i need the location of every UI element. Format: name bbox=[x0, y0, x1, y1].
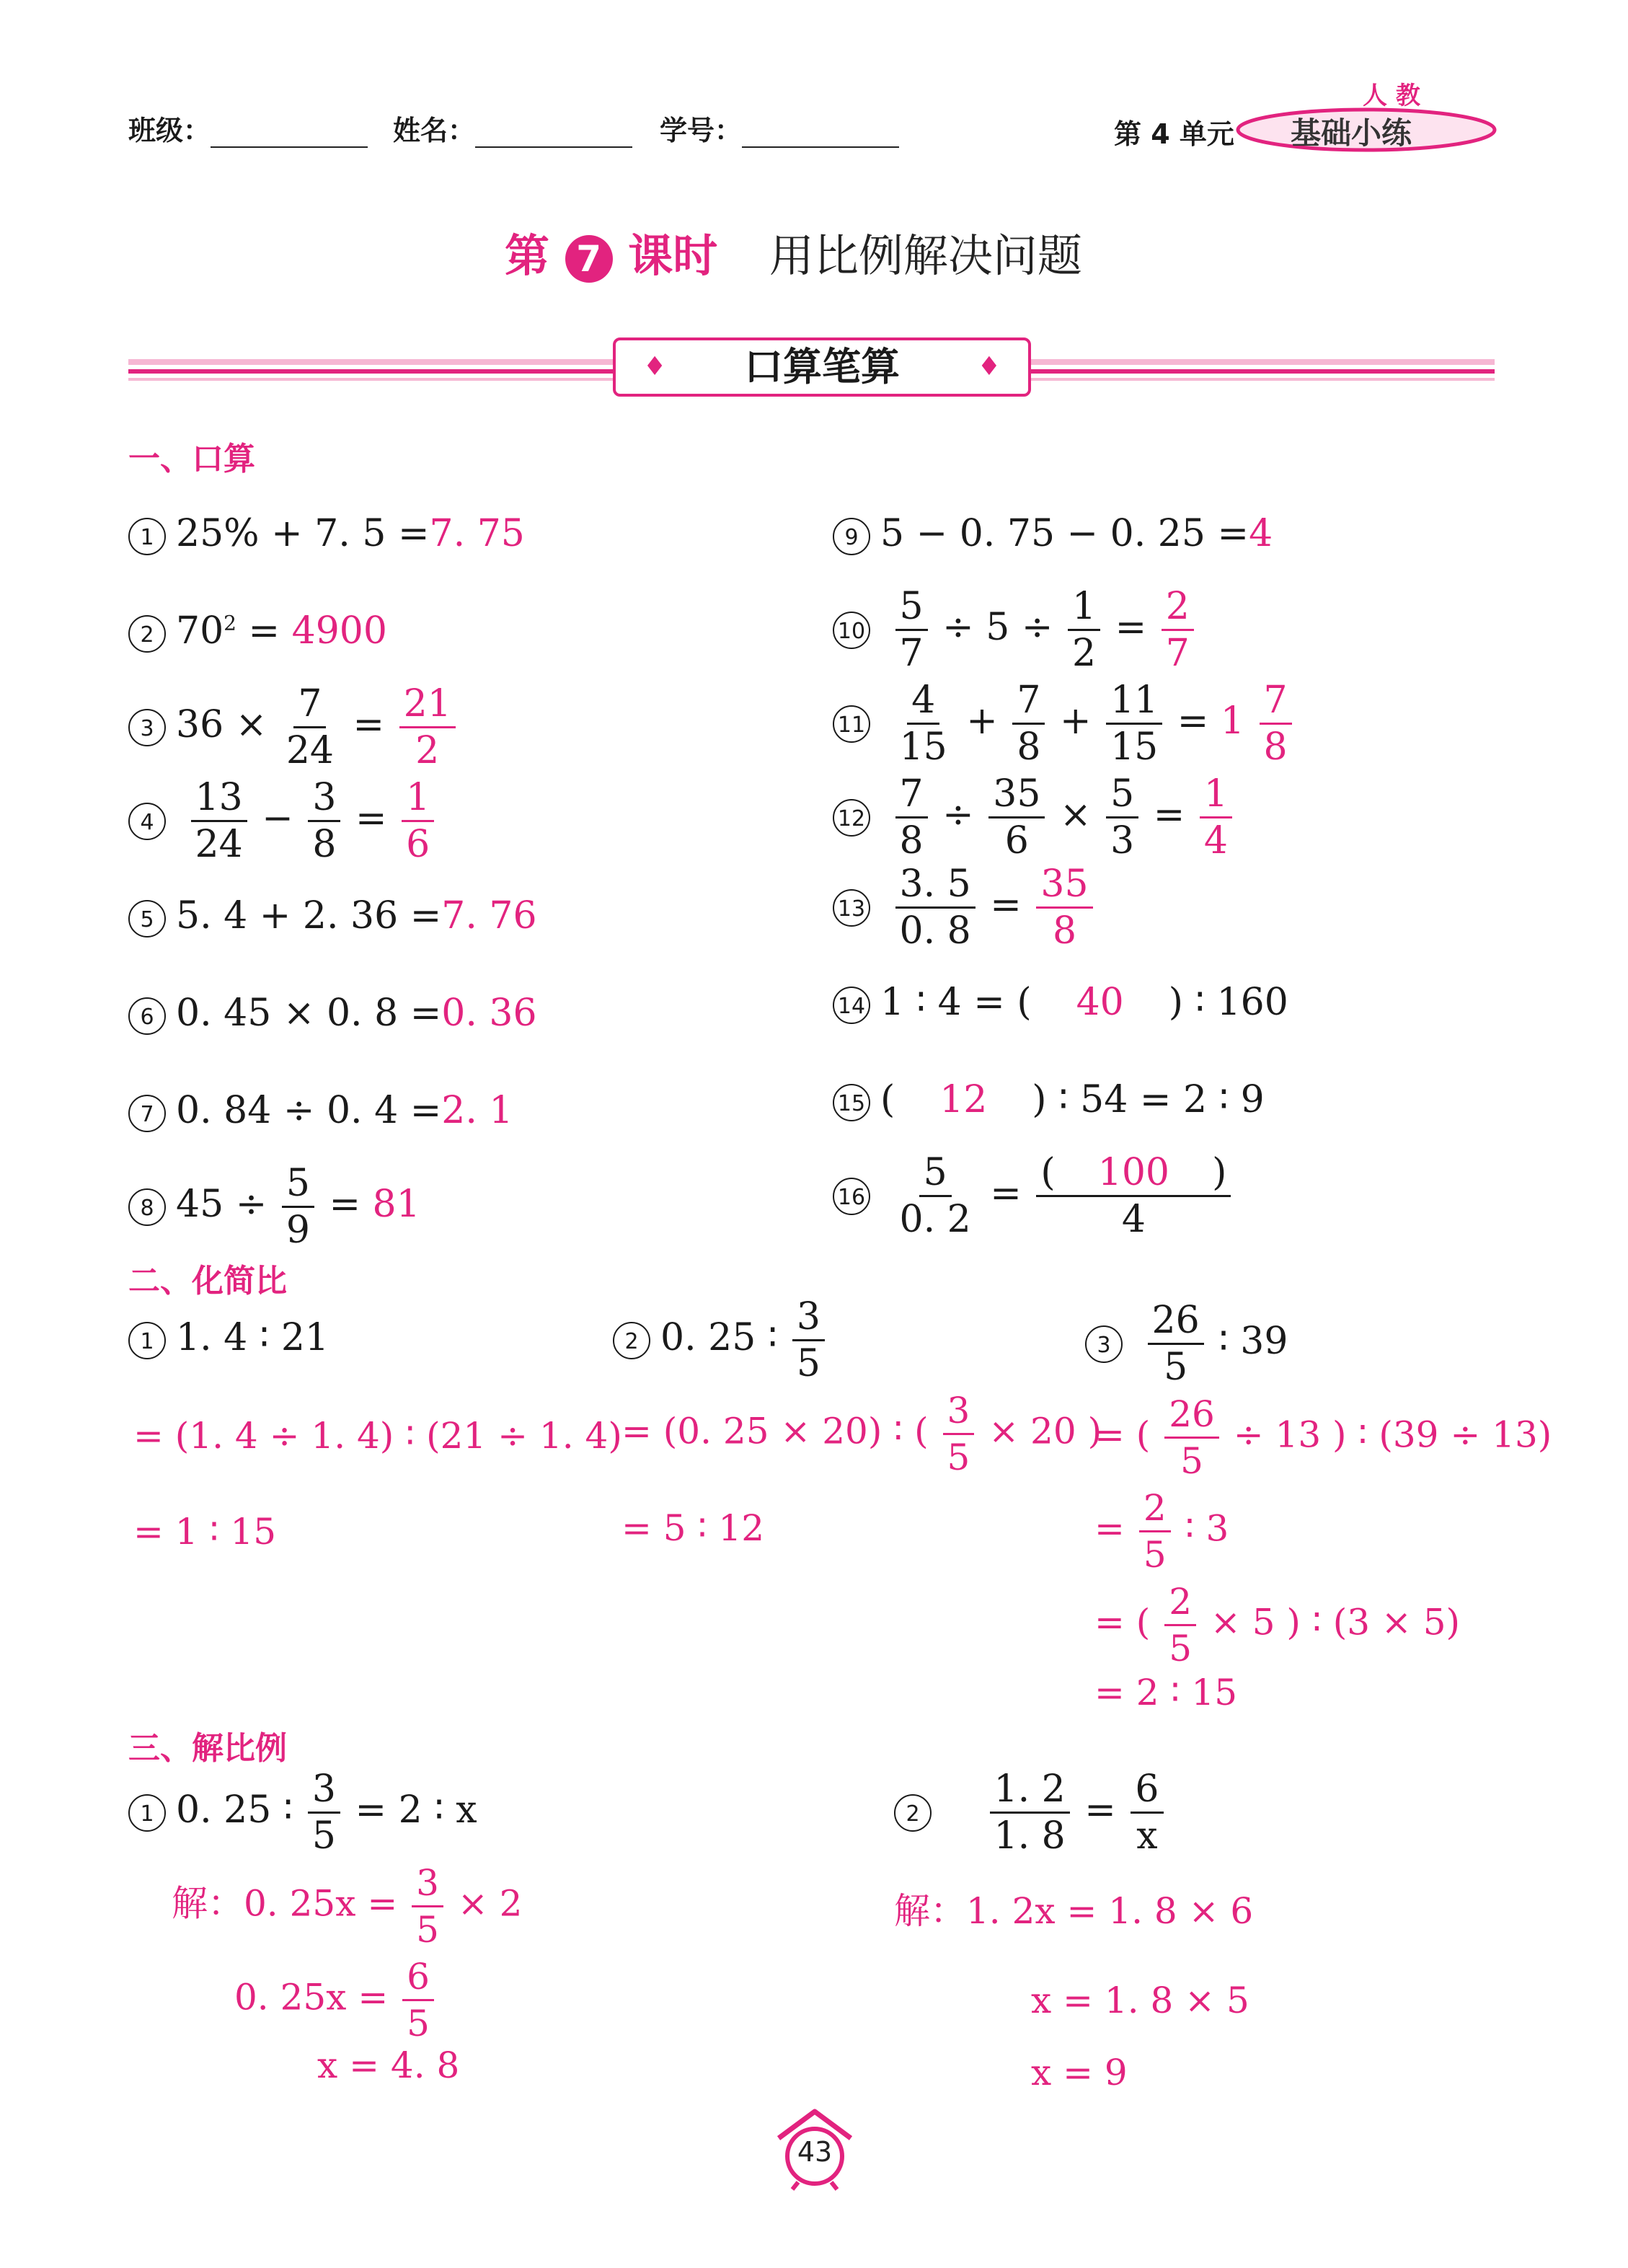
term: 45 ÷ bbox=[176, 1183, 267, 1226]
fraction: $\frac{3}{5}$ bbox=[412, 1861, 443, 1952]
ratio: 0. 25 ∶ bbox=[660, 1316, 778, 1359]
fraction: $\frac{7}{8}$ bbox=[1012, 678, 1045, 769]
ratio: ∶ 39 bbox=[1218, 1320, 1288, 1363]
name-field bbox=[393, 108, 632, 148]
diamond-icon: ♦ bbox=[643, 352, 667, 381]
question-number: 2 bbox=[894, 1794, 932, 1832]
simplify-q3-step4: = 2 ∶ 15 bbox=[1094, 1672, 1238, 1713]
expression: 0. 84 ÷ 0. 4 = bbox=[176, 1089, 442, 1132]
oral-q4 bbox=[128, 775, 437, 867]
simplify-q3-step3: = ( $\frac{2}{5}$ × 5 ) ∶ (3 × 5) bbox=[1094, 1581, 1461, 1669]
operator: + bbox=[1059, 700, 1092, 743]
fraction: $\frac{1. 2}{1. 8}$ bbox=[990, 1767, 1070, 1858]
fraction: $\frac{3}{8}$ bbox=[308, 775, 340, 867]
operator: − bbox=[262, 797, 293, 840]
section-simplify-heading: 二、化简比 bbox=[128, 1263, 287, 1300]
proportion-q1-step3: x = 4. 8 bbox=[317, 2044, 460, 2086]
oral-q14 bbox=[833, 981, 1288, 1024]
equals: = bbox=[353, 703, 385, 746]
answer-fraction: $\frac{21}{2}$ bbox=[399, 681, 456, 773]
ratio-right: = 2 ∶ x bbox=[355, 1788, 477, 1832]
fraction: $\frac{5}{9}$ bbox=[282, 1161, 314, 1253]
question-number: 12 bbox=[833, 799, 870, 837]
equals: = bbox=[1115, 606, 1147, 649]
question-number: 8 bbox=[128, 1188, 166, 1226]
section-proportion-heading: 三、解比例 bbox=[128, 1730, 287, 1767]
oral-q3 bbox=[128, 681, 459, 773]
oral-q6 bbox=[128, 992, 537, 1035]
equals: = bbox=[1084, 1788, 1116, 1832]
base: 70 bbox=[176, 609, 224, 653]
fraction: $\frac{3}{5}$ bbox=[308, 1767, 340, 1858]
answer-fraction: $\frac{1}{6}$ bbox=[402, 775, 434, 867]
fraction: $\frac{7}{8}$ bbox=[895, 772, 928, 863]
proportion-q2 bbox=[894, 1767, 1167, 1858]
equals: = bbox=[990, 1172, 1022, 1215]
class-blank[interactable] bbox=[211, 115, 368, 148]
fraction: $\frac{11}{15}$ bbox=[1106, 678, 1162, 769]
oral-q12 bbox=[833, 772, 1235, 863]
simplify-q1-step2: = 1 ∶ 15 bbox=[133, 1511, 277, 1553]
question-number: 2 bbox=[128, 615, 166, 653]
fraction: $\frac{3}{5}$ bbox=[943, 1388, 975, 1480]
exponent: 2 bbox=[224, 611, 236, 635]
question-number: 1 bbox=[128, 1322, 166, 1359]
simplify-q1 bbox=[128, 1316, 329, 1359]
oral-q2 bbox=[128, 609, 387, 653]
simplify-q1-step1: = (1. 4 ÷ 1. 4) ∶ (21 ÷ 1. 4) bbox=[133, 1415, 622, 1457]
answer: 4900 bbox=[291, 609, 387, 653]
fraction: $\frac{35}{6}$ bbox=[988, 772, 1045, 863]
proportion-q2-step2: x = 1. 8 × 5 bbox=[1031, 1980, 1249, 2021]
simplify-q3-step2: = $\frac{2}{5}$ ∶ 3 bbox=[1094, 1487, 1229, 1576]
unit-label: 第 4 单元 bbox=[1114, 118, 1234, 150]
expression-post: ) ∶ 160 bbox=[1168, 981, 1288, 1024]
proportion-q2-step3: x = 9 bbox=[1031, 2052, 1128, 2093]
student-id-blank[interactable] bbox=[742, 115, 899, 148]
oral-q1 bbox=[128, 512, 525, 555]
equals: = bbox=[329, 1183, 361, 1226]
fraction: $\frac{5}{3}$ bbox=[1106, 772, 1138, 863]
answer-fraction: $\frac{2}{7}$ bbox=[1162, 584, 1194, 676]
equals: = bbox=[248, 609, 280, 653]
question-number: 14 bbox=[833, 987, 870, 1024]
question-number: 13 bbox=[833, 889, 870, 927]
operators: ÷ 5 ÷ bbox=[942, 606, 1053, 649]
fraction: $\frac{2}{5}$ bbox=[1164, 1579, 1196, 1671]
equals: = bbox=[1153, 793, 1185, 837]
question-number: 3 bbox=[128, 709, 166, 746]
fraction: $\frac{2}{5}$ bbox=[1139, 1486, 1171, 1577]
oral-q13 bbox=[833, 862, 1096, 953]
equals: = bbox=[355, 797, 387, 840]
lesson-number: 7 bbox=[576, 237, 601, 280]
simplify-q3-step1: = ( $\frac{26}{5}$ ÷ 13 ) ∶ (39 ÷ 13) bbox=[1094, 1393, 1552, 1482]
answer: 7. 75 bbox=[429, 512, 525, 555]
question-number: 5 bbox=[128, 900, 166, 937]
lesson-suffix: 课时 bbox=[628, 229, 718, 282]
student-id-label: 学号： bbox=[660, 115, 743, 146]
answer-whole: 1 bbox=[1220, 700, 1244, 743]
question-number: 1 bbox=[128, 518, 166, 555]
expression: 0. 45 × 0. 8 = bbox=[176, 992, 442, 1035]
brand-name: 基础小练 bbox=[1291, 115, 1412, 151]
fraction: $\frac{26}{5}$ bbox=[1148, 1298, 1204, 1390]
equals: = bbox=[1177, 700, 1209, 743]
question-number: 2 bbox=[613, 1322, 650, 1359]
answer-fraction: $\frac{35}{8}$ bbox=[1036, 862, 1092, 953]
fraction: $\frac{6}{x}$ bbox=[1131, 1767, 1163, 1858]
question-number: 4 bbox=[128, 803, 166, 840]
expression: 25% + 7. 5 = bbox=[176, 512, 430, 555]
question-number: 3 bbox=[1085, 1325, 1123, 1363]
proportion-q2-step1: 解：1. 2x = 1. 8 × 6 bbox=[894, 1890, 1254, 1932]
proportion-q1-step1: 解：0. 25x = $\frac{3}{5}$ × 2 bbox=[172, 1862, 523, 1951]
answer: 4 bbox=[1249, 512, 1273, 555]
lesson-prefix: 第 bbox=[505, 229, 550, 282]
proportion-q1-step2: 0. 25x = $\frac{6}{5}$ bbox=[234, 1954, 437, 2046]
proportion-q1 bbox=[128, 1767, 477, 1858]
question-number: 7 bbox=[128, 1095, 166, 1132]
answer-fraction: $\frac{1}{4}$ bbox=[1200, 772, 1232, 863]
fraction: $\frac{1}{2}$ bbox=[1068, 584, 1100, 676]
expression-pre: 1 ∶ 4 = ( bbox=[880, 981, 1032, 1024]
answer-fraction: ( 100 ) 4 bbox=[1036, 1150, 1231, 1242]
equals: = bbox=[990, 883, 1022, 927]
fraction: $\frac{3. 5}{0. 8}$ bbox=[895, 862, 976, 953]
oral-q15 bbox=[833, 1078, 1265, 1121]
class-label: 班级： bbox=[128, 115, 211, 146]
brand-top: 人 教 bbox=[1363, 81, 1420, 110]
ratio: 1. 4 ∶ 21 bbox=[176, 1316, 329, 1359]
question-number: 1 bbox=[128, 1794, 166, 1832]
question-number: 15 bbox=[833, 1084, 870, 1121]
question-number: 16 bbox=[833, 1178, 870, 1215]
fraction: $\frac{5}{0. 2}$ bbox=[899, 1151, 971, 1241]
diamond-icon: ♦ bbox=[977, 352, 1001, 381]
answer-blank[interactable]: 12 bbox=[939, 1078, 988, 1121]
fraction: $\frac{5}{7}$ bbox=[895, 584, 928, 676]
question-number: 6 bbox=[128, 997, 166, 1035]
expression-post: ) ∶ 54 = 2 ∶ 9 bbox=[1032, 1078, 1265, 1121]
fraction: $\frac{7}{24}$ bbox=[286, 682, 334, 772]
question-number: 11 bbox=[833, 705, 870, 743]
answer-fraction: $\frac{7}{8}$ bbox=[1260, 678, 1292, 769]
simplify-q2-step1: = (0. 25 × 20) ∶ ( $\frac{3}{5}$ × 20 ) bbox=[621, 1390, 1102, 1478]
question-number: 10 bbox=[833, 612, 870, 649]
operator: + bbox=[966, 700, 998, 743]
section-oral-heading: 一、口算 bbox=[128, 441, 255, 477]
question-number: 9 bbox=[833, 518, 870, 555]
fraction: $\frac{3}{5}$ bbox=[792, 1294, 825, 1386]
simplify-q2 bbox=[613, 1294, 828, 1386]
oral-q7 bbox=[128, 1089, 513, 1132]
oral-q10 bbox=[833, 584, 1197, 676]
lesson-number-badge bbox=[565, 235, 613, 283]
fraction: $\frac{26}{5}$ bbox=[1164, 1392, 1219, 1483]
oral-q11 bbox=[833, 678, 1295, 769]
operator: × bbox=[1059, 793, 1092, 837]
expression: 5 − 0. 75 − 0. 25 = bbox=[880, 512, 1249, 555]
answer: 81 bbox=[372, 1183, 420, 1226]
expression-pre: ( bbox=[880, 1078, 895, 1121]
lesson-title bbox=[505, 220, 1082, 284]
section-banner bbox=[613, 337, 1031, 397]
expression: 5. 4 + 2. 36 = bbox=[176, 894, 442, 937]
answer: 0. 36 bbox=[441, 992, 537, 1035]
name-blank[interactable] bbox=[475, 115, 632, 148]
answer: 7. 76 bbox=[441, 894, 537, 937]
fraction: $\frac{4}{15}$ bbox=[899, 679, 947, 769]
fraction: $\frac{13}{24}$ bbox=[191, 775, 247, 867]
oral-q8 bbox=[128, 1161, 420, 1253]
student-id-field bbox=[660, 108, 899, 148]
simplify-q3 bbox=[1085, 1298, 1288, 1390]
operator: ÷ bbox=[942, 793, 974, 837]
oral-q5 bbox=[128, 894, 537, 937]
banner-title: 口算笔算 bbox=[744, 344, 900, 389]
answer: 2. 1 bbox=[441, 1089, 513, 1132]
answer-blank[interactable]: 40 bbox=[1076, 981, 1124, 1024]
oral-q16 bbox=[833, 1150, 1234, 1242]
name-label: 姓名： bbox=[393, 115, 476, 146]
ratio-left: 0. 25 ∶ bbox=[176, 1788, 293, 1832]
simplify-q2-step2: = 5 ∶ 12 bbox=[621, 1507, 765, 1549]
class-field bbox=[128, 108, 368, 148]
oral-q9 bbox=[833, 512, 1273, 555]
term: 36 × bbox=[176, 703, 267, 746]
lesson-topic: 用比例解决问题 bbox=[769, 229, 1082, 282]
fraction: $\frac{6}{5}$ bbox=[402, 1954, 434, 2046]
page-number: 43 bbox=[797, 2136, 833, 2168]
